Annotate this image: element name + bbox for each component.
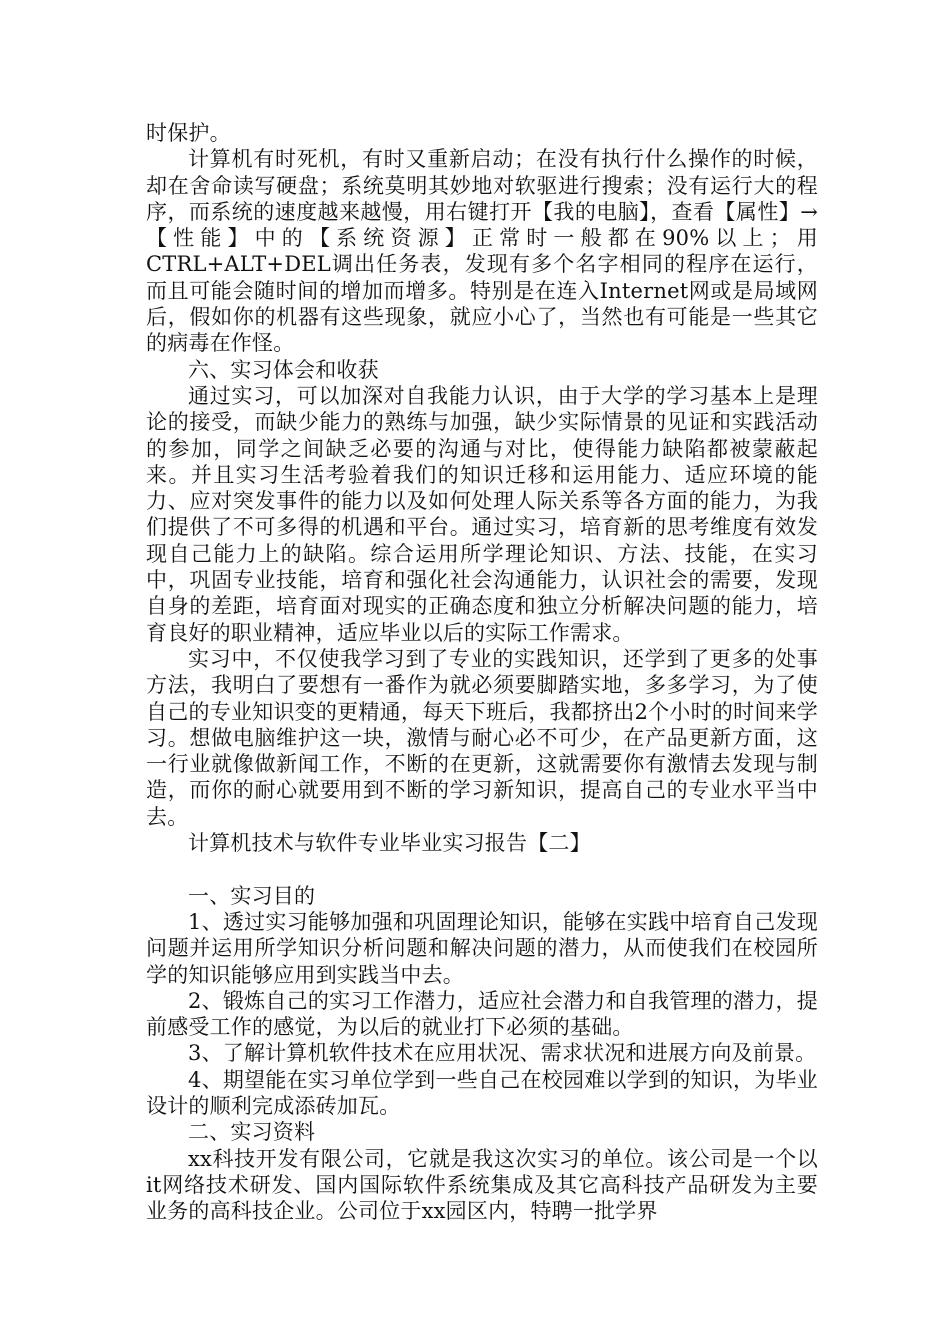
paragraph: 计算机有时死机，有时又重新启动；在没有执行什么操作的时候，却在舍命读写硬盘；系统莫明其妙地对软驱进行搜索；没有运行大的程序，而系统的速度越来越慢，用右键打开【我的电脑】，查看【属性】→【性能】中的【系统资源】正常时一般都在90%以上；用CTRL+ALT+DEL调出任务表，发现有多个名字相同的程序在运行，而且可能会随时间的增加而增多。特别是在连入Internet网或是局域网后，假如你的机器有这些现象，就应小心了，当然也有可能是一些其它的病毒在作怪。 [146, 147, 818, 356]
paragraph: 通过实习，可以加深对自我能力认识，由于大学的学习基本上是理论的接受，而缺少能力的熟练与加强，缺少实际情景的见证和实践活动的参加，同学之间缺乏必要的沟通与对比，使得能力缺陷都被蒙蔽起来。并且实习生活考验着我们的知识迁移和运用能力、适应环境的能力、应对突发事件的能力以及如何处理人际关系等各方面的能力，为我们提供了不可多得的机遇和平台。通过实习，培育新的思考维度有效发现自己能力上的缺陷。综合运用所学理论知识、方法、技能，在实习中，巩固专业技能，培育和强化社会沟通能力，认识社会的需要，发现自身的差距，培育面对现实的正确态度和独立分析解决问题的能力，培育良好的职业精神，适应毕业以后的实际工作需求。 [146, 383, 818, 645]
report-title: 计算机技术与软件专业毕业实习报告【二】 [188, 831, 591, 856]
section-heading: 一、实习目的 [188, 883, 316, 908]
paragraph: 时保护。 [146, 121, 231, 145]
paragraph: 实习中，不仅使我学习到了专业的实践知识，还学到了更多的处事方法，我明白了要想有一番作为就必须要脚踏实地，多多学习，为了使自己的专业知识变的更精通，每天下班后，我都挤出2个小时的时间来学习。想做电脑维护这一块，激情与耐心必不可少，在产品更新方面，这一行业就像做新闻工作，不断的在更新，这就需要你有激情去发现与制造，而你的耐心就要用到不断的学习新知识，提高自己的专业水平当中去。 [146, 646, 818, 829]
paragraph: xx科技开发有限公司，它就是我这次实习的单位。该公司是一个以it网络技术研发、国内国际软件系统集成及其它高科技产品研发为主要业务的高科技企业。公司位于xx园区内，特聘一批学界 [146, 1146, 818, 1224]
document-body [146, 120, 818, 1224]
list-item: 2、锻炼自己的实习工作潜力，适应社会潜力和自我管理的潜力，提前感受工作的感觉，为以后的就业打下必须的基础。 [146, 988, 818, 1040]
section-heading: 二、实习资料 [188, 1120, 316, 1145]
list-item: 3、了解计算机软件技术在应用状况、需求状况和进展方向及前景。 [188, 1041, 817, 1066]
blank-line [146, 856, 818, 882]
list-item: 4、期望能在实习单位学到一些自己在校园难以学到的知识，为毕业设计的顺利完成添砖加瓦。 [146, 1067, 818, 1118]
list-item: 1、透过实习能够加强和巩固理论知识，能够在实践中培育自己发现问题并运用所学知识分析问题和解决问题的潜力，从而使我们在校园所学的知识能够应用到实践当中去。 [146, 909, 818, 987]
section-heading: 六、实习体会和收获 [188, 357, 379, 382]
